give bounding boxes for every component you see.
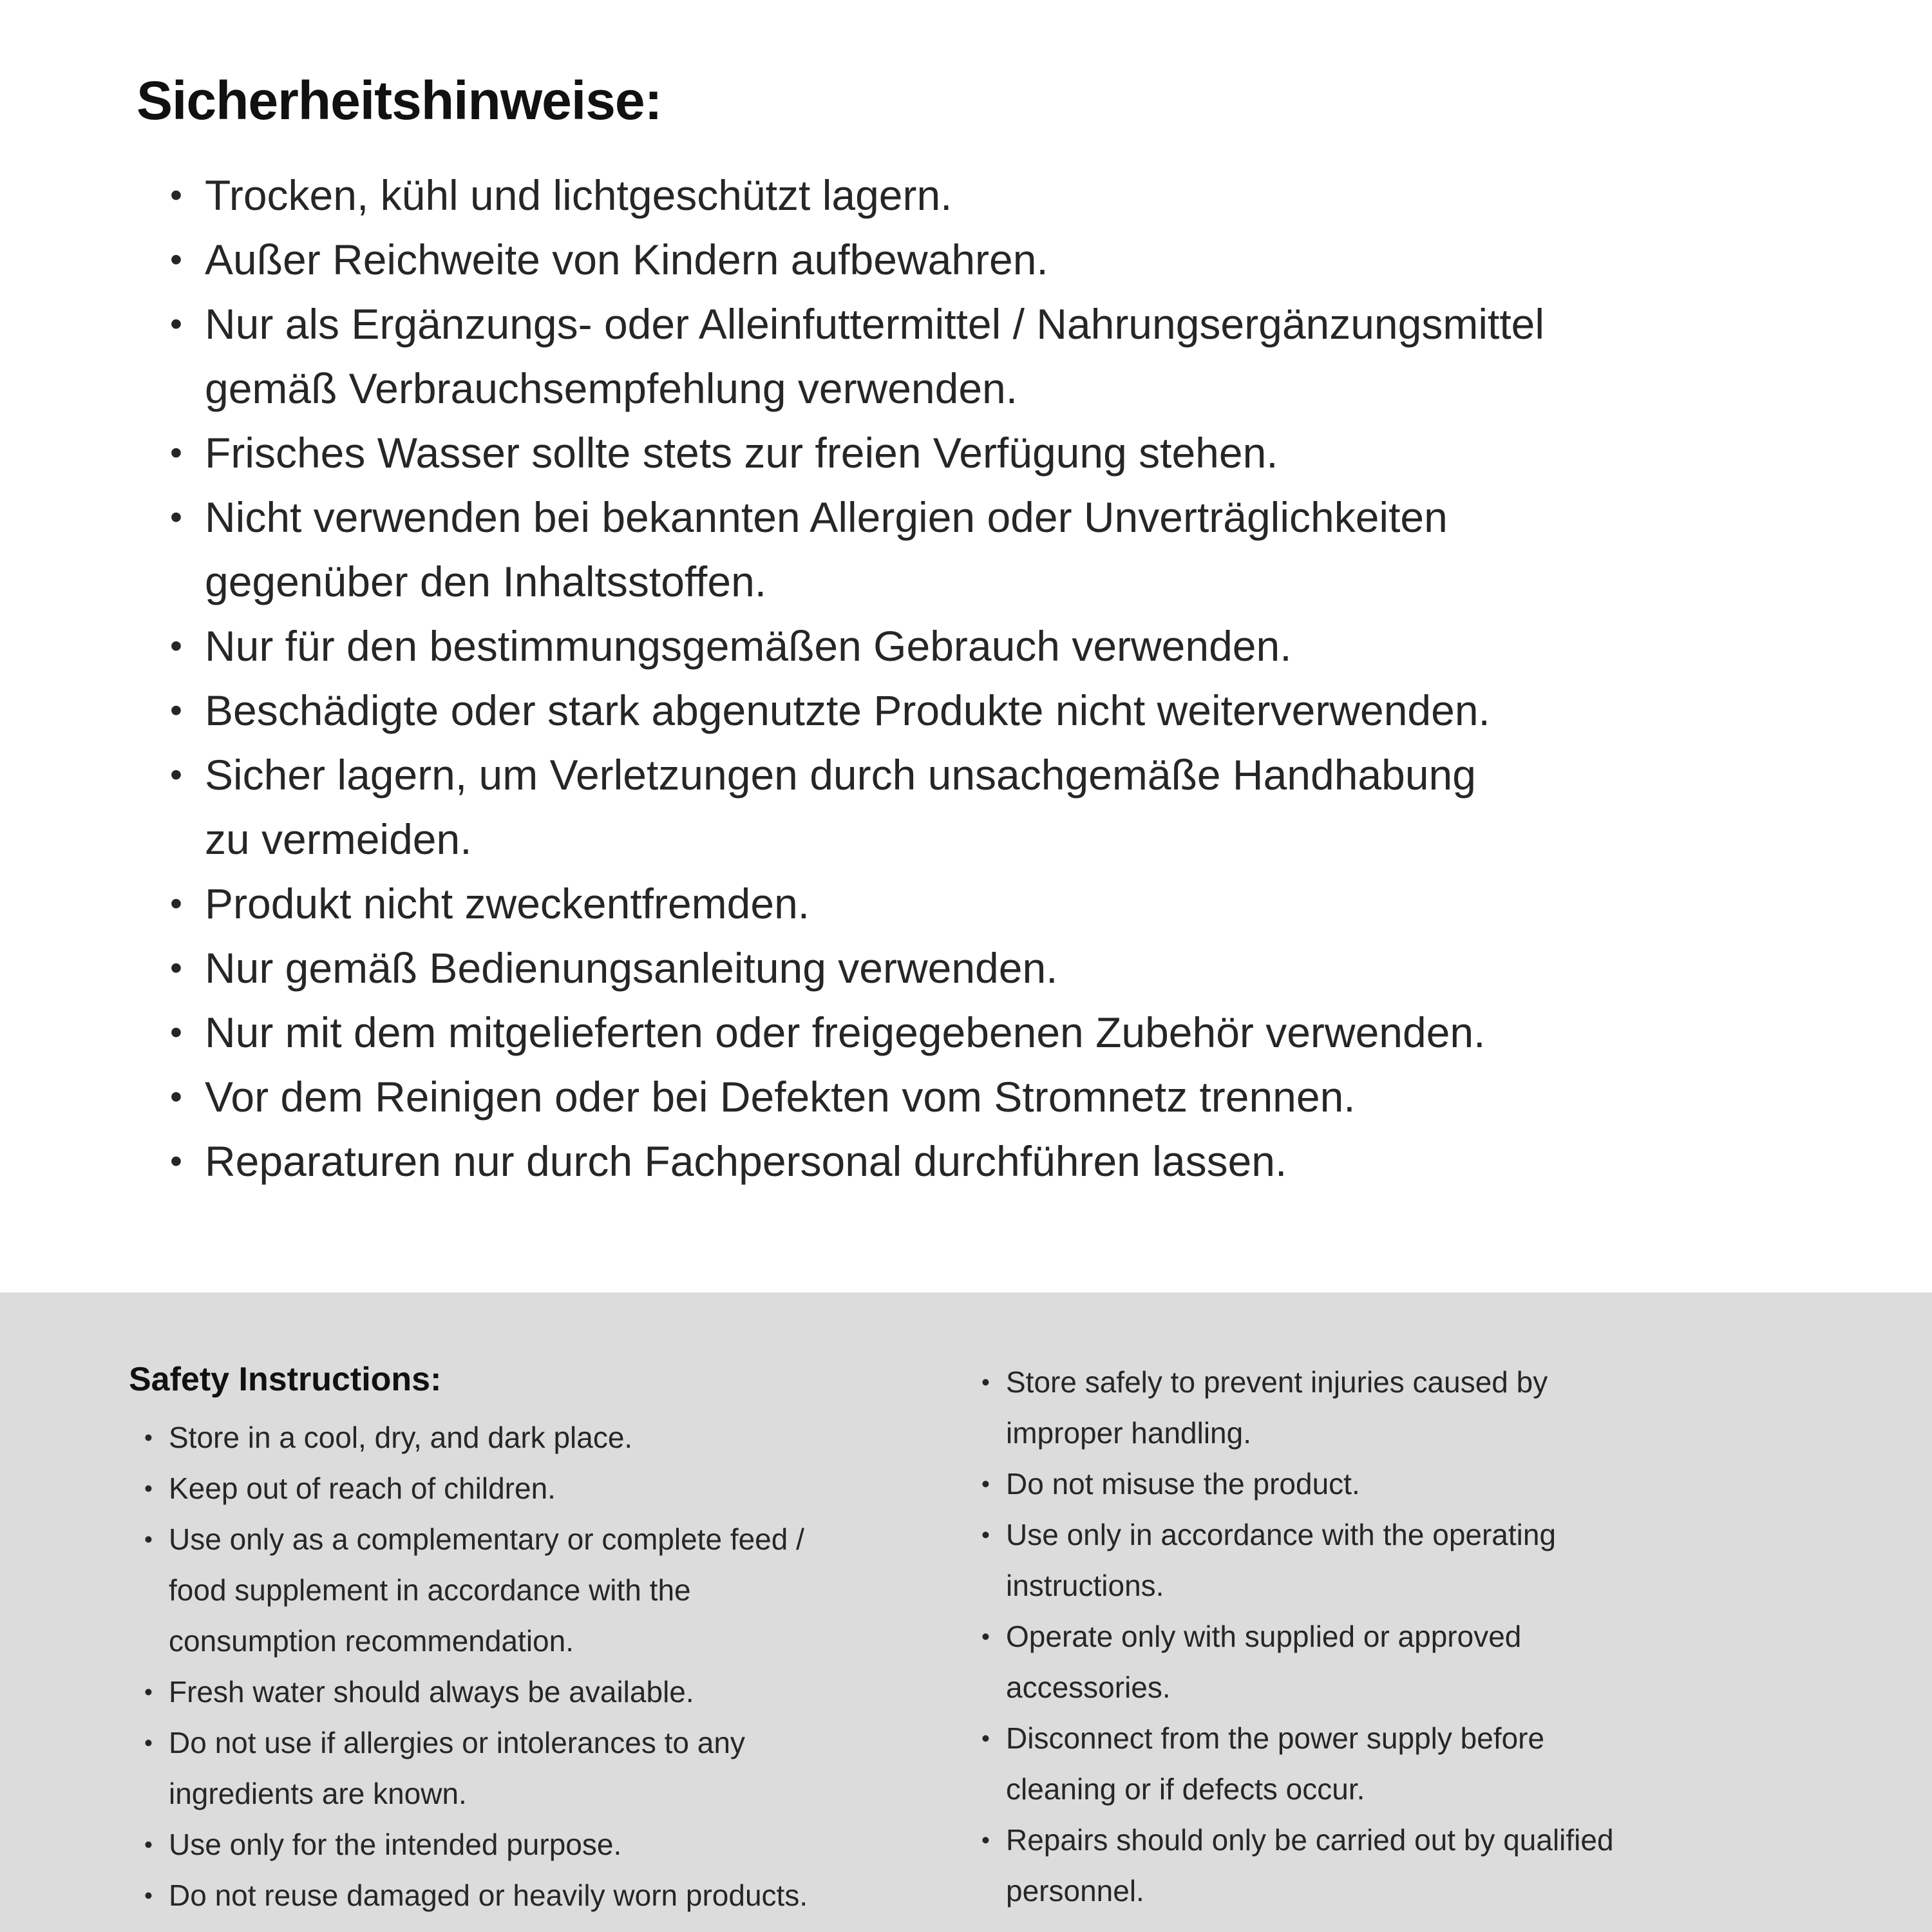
list-item-line: • Frisches Wasser sollte stets zur freien Verfügung stehen. xyxy=(205,428,1278,477)
list-item xyxy=(966,1459,1842,1510)
list-item xyxy=(966,1713,1842,1815)
list-item xyxy=(966,1611,1842,1713)
list-item-line: • Nicht verwenden bei bekannten Allergien oder Unverträglichkeiten xyxy=(205,493,1448,541)
list-item-line: • Keep out of reach of children. xyxy=(169,1472,556,1505)
list-item-line: • Beschädigte oder stark abgenutzte Produkte nicht weiterverwenden. xyxy=(205,686,1490,734)
list-item-line: gegenüber den Inhaltsstoffen. xyxy=(205,557,767,605)
list-item-line: • Vor dem Reinigen oder bei Defekten vom Stromnetz trennen. xyxy=(205,1072,1356,1121)
english-safety-section xyxy=(0,1293,1932,1932)
list-item xyxy=(129,1667,966,1718)
list-item-line: • Use only in accordance with the operating xyxy=(1006,1518,1557,1551)
list-item xyxy=(129,1819,966,1870)
list-item-line: personnel. xyxy=(1006,1874,1144,1908)
english-right-column xyxy=(966,1357,1842,1917)
list-item-line: • Store in a cool, dry, and dark place. xyxy=(169,1421,633,1454)
list-item-line: accessories. xyxy=(1006,1671,1171,1704)
list-item-line: ingredients are known. xyxy=(169,1777,467,1810)
english-safety-list-left xyxy=(129,1412,966,1921)
list-item-line: • Trocken, kühl und lichtgeschützt lagern. xyxy=(205,171,952,219)
list-item xyxy=(137,163,1835,227)
list-item-line: cleaning or if defects occur. xyxy=(1006,1772,1365,1806)
list-item-line: • Nur als Ergänzungs- oder Alleinfuttermittel / Nahrungsergänzungsmittel xyxy=(205,299,1545,348)
list-item-line: • Use only as a complementary or complete feed / xyxy=(169,1522,804,1556)
list-item-line: • Nur gemäß Bedienungsanleitung verwenden. xyxy=(205,943,1058,992)
list-item xyxy=(137,1129,1835,1193)
list-item-line: gemäß Verbrauchsempfehlung verwenden. xyxy=(205,364,1018,412)
list-item xyxy=(129,1718,966,1819)
list-item xyxy=(137,1000,1835,1065)
list-item-line: • Sicher lagern, um Verletzungen durch unsachgemäße Handhabung xyxy=(205,750,1476,799)
list-item-line: improper handling. xyxy=(1006,1416,1252,1450)
list-item-line: • Nur für den bestimmungsgemäßen Gebrauch verwenden. xyxy=(205,621,1292,670)
list-item xyxy=(966,1510,1842,1611)
list-item xyxy=(137,936,1835,1000)
list-item-line: zu vermeiden. xyxy=(205,815,472,863)
list-item xyxy=(137,421,1835,485)
list-item xyxy=(137,227,1835,292)
list-item-line: • Disconnect from the power supply before xyxy=(1006,1721,1545,1755)
list-item xyxy=(137,1065,1835,1129)
list-item xyxy=(137,485,1835,614)
list-item-line: • Use only for the intended purpose. xyxy=(169,1828,622,1861)
list-item-line: • Store safely to prevent injuries caused by xyxy=(1006,1365,1548,1399)
list-item xyxy=(129,1514,966,1667)
list-item xyxy=(137,743,1835,871)
german-safety-list xyxy=(137,163,1835,1193)
list-item-line: • Fresh water should always be available. xyxy=(169,1675,694,1709)
list-item xyxy=(129,1870,966,1921)
list-item xyxy=(966,1357,1842,1459)
list-item-line: • Produkt nicht zweckentfremden. xyxy=(205,879,810,927)
list-item-line: • Repairs should only be carried out by qualified xyxy=(1006,1823,1614,1857)
list-item xyxy=(137,292,1835,421)
list-item xyxy=(137,678,1835,743)
list-item-line: • Operate only with supplied or approved xyxy=(1006,1620,1522,1653)
list-item xyxy=(129,1412,966,1463)
list-item-line: food supplement in accordance with the xyxy=(169,1573,691,1607)
list-item xyxy=(966,1815,1842,1917)
list-item-line: • Nur mit dem mitgelieferten oder freigegebenen Zubehör verwenden. xyxy=(205,1008,1486,1056)
german-section-title: Sicherheitshinweise: xyxy=(137,70,662,131)
list-item-line: consumption recommendation. xyxy=(169,1624,574,1658)
english-section-title: Safety Instructions: xyxy=(129,1361,442,1398)
list-item-line: • Do not use if allergies or intolerances to any xyxy=(169,1726,745,1759)
english-safety-list-right xyxy=(966,1357,1842,1917)
list-item-line: instructions. xyxy=(1006,1569,1164,1602)
english-left-column xyxy=(129,1357,966,1921)
list-item xyxy=(137,614,1835,678)
list-item xyxy=(137,871,1835,936)
list-item-line: • Reparaturen nur durch Fachpersonal durchführen lassen. xyxy=(205,1137,1287,1185)
list-item-line: • Außer Reichweite von Kindern aufbewahren. xyxy=(205,235,1048,283)
list-item-line: • Do not misuse the product. xyxy=(1006,1467,1360,1501)
list-item-line: • Do not reuse damaged or heavily worn products. xyxy=(169,1879,808,1912)
list-item xyxy=(129,1463,966,1514)
